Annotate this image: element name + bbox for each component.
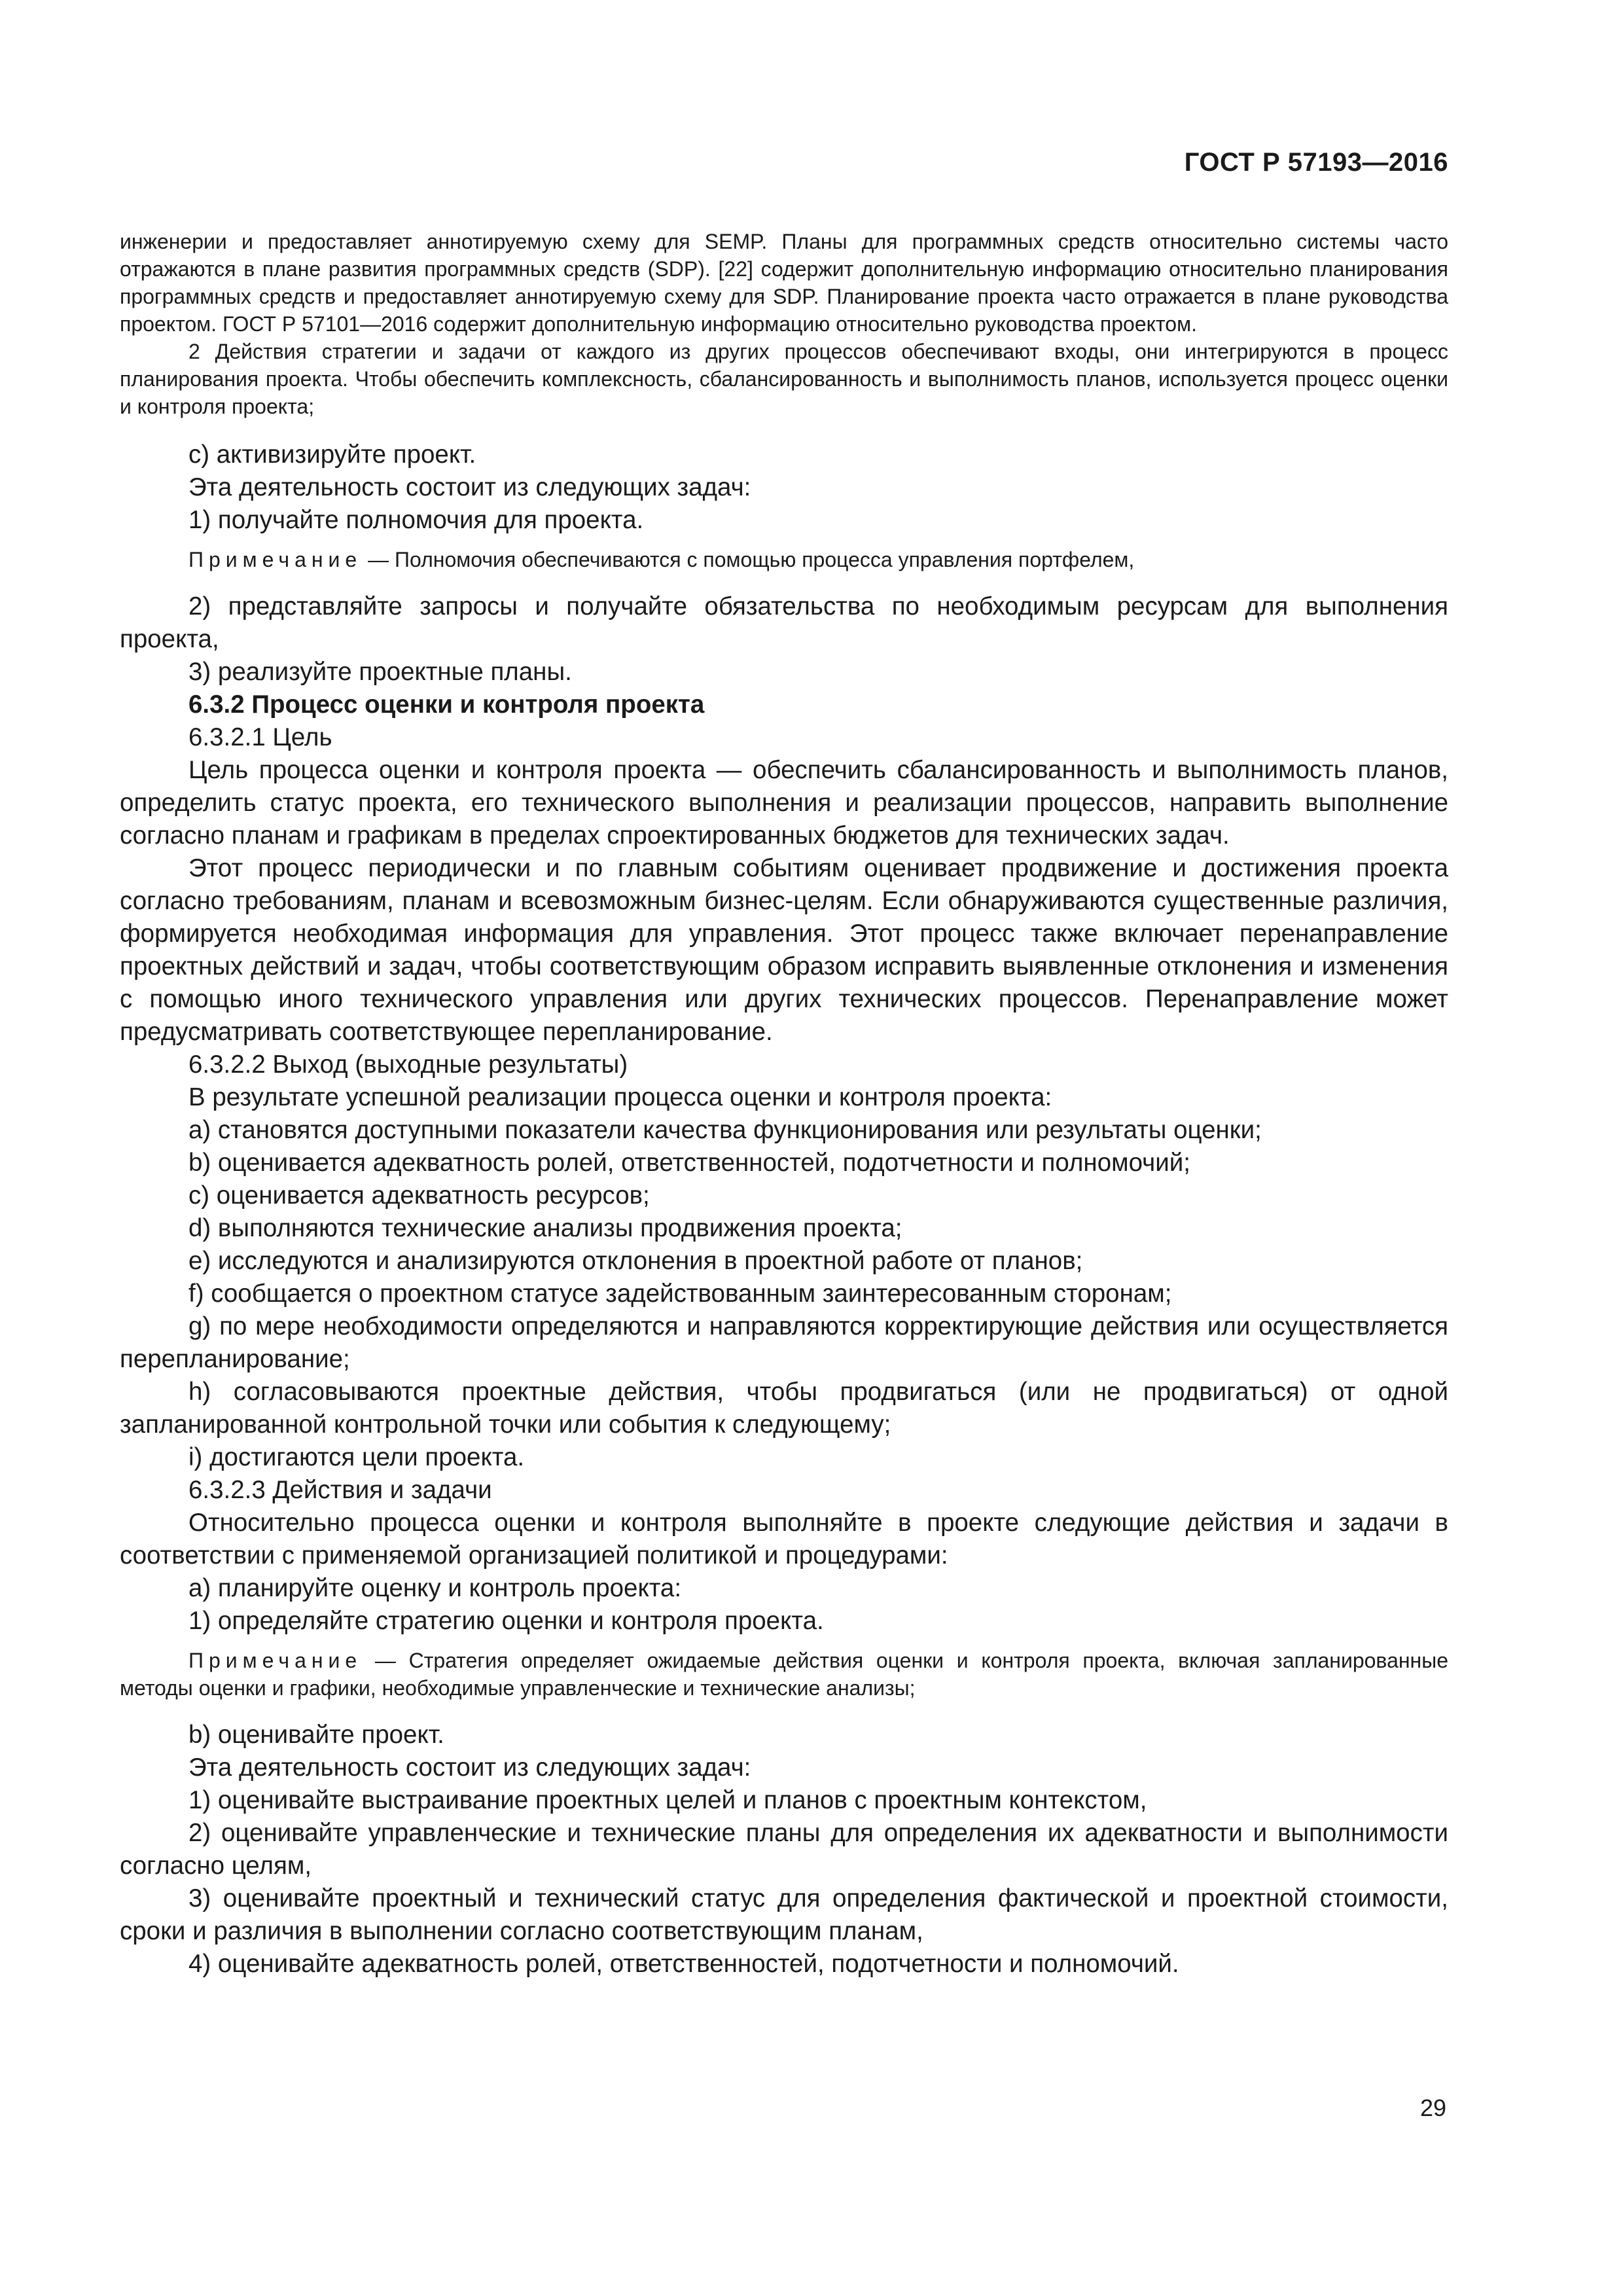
subsection-goal-heading: 6.3.2.1 Цель — [188, 723, 332, 751]
list-item: a) становятся доступными показатели качества функционирования или результаты оценки; — [188, 1116, 1262, 1144]
outputs-list — [120, 1114, 1448, 1474]
note-strategy — [120, 1647, 1448, 1702]
intro-note-paragraph: 2 Действия стратегии и задачи от каждого из других процессов обеспечивают входы, они интегрируются в процесс планирования проекта. Чтобы обеспечить комплексность, сбалансированность и выполнимость планов, используется процесс оценки и контроля проекта; — [120, 340, 1448, 418]
section-heading: 6.3.2 Процесс оценки и контроля проекта — [188, 691, 705, 719]
list-item: i) достигаются цели проекта. — [188, 1443, 525, 1471]
list-item: d) выполняются технические анализы продвижения проекта; — [188, 1214, 902, 1242]
document-body — [120, 228, 1448, 1981]
list-item: g) по мере необходимости определяются и направляются корректирующие действия или осуществляется перепланирование; — [120, 1312, 1448, 1373]
list-item: c) оценивается адекватность ресурсов; — [188, 1181, 650, 1210]
note-authority — [120, 546, 1448, 573]
list-item: 3) оценивайте проектный и технический статус для определения фактической и проектной стоимости, сроки и различия в выполнении согласно соответствующим планам, — [120, 1884, 1448, 1945]
list-item: 2) оценивайте управленческие и технические планы для определения их адекватности и выполнимости согласно целям, — [120, 1819, 1448, 1880]
list-item: 4) оценивайте адекватность ролей, ответственностей, подотчетности и полномочий. — [188, 1950, 1179, 1978]
list-item: h) согласовываются проектные действия, чтобы продвигаться (или не продвигаться) от одной запланированной контрольной точки или события к следующему; — [120, 1378, 1448, 1439]
note-text: — Стратегия определяет ожидаемые действия оценки и контроля проекта, включая запланированные методы оценки и графики, необходимые управленческие и технические анализы; — [120, 1649, 1448, 1700]
note-label: Примечание — [188, 548, 363, 571]
list-item: f) сообщается о проектном статусе задействованным заинтересованным сторонам; — [188, 1280, 1172, 1308]
subsection-output-heading: 6.3.2.2 Выход (выходные результаты) — [188, 1050, 628, 1079]
note-label: Примечание — [188, 1649, 363, 1672]
tasks-intro: Эта деятельность состоит из следующих задач: — [188, 473, 751, 501]
subsection-actions-heading: 6.3.2.3 Действия и задачи — [188, 1476, 492, 1504]
goal-paragraph-1: Цель процесса оценки и контроля проекта — обеспечить сбалансированность и выполнимость планов, определить статус проекта, его технического выполнения и реализации процессов, направить выполнение согласно планам и графикам в пределах спроектированных бюджетов для технических задач. — [120, 756, 1448, 850]
plan-task-1: 1) определяйте стратегию оценки и контроля проекта. — [188, 1607, 824, 1635]
list-item: 1) оценивайте выстраивание проектных целей и планов с проектным контекстом, — [188, 1786, 1147, 1814]
output-intro: В результате успешной реализации процесса оценки и контроля проекта: — [188, 1083, 1052, 1111]
page-number: 29 — [1419, 2094, 1446, 2121]
assess-tasks-list — [120, 1784, 1448, 1981]
list-item-a: a) планируйте оценку и контроль проекта: — [188, 1574, 682, 1602]
goal-paragraph-2: Этот процесс периодически и по главным событиям оценивает продвижение и достижения проекта согласно требованиям, планам и всевозможным бизнес-целям. Если обнаруживаются существенные различия, формируется необходимая информация для управления. Этот процесс также включает перенаправление проектных действий и задач, чтобы соответствующим образом исправить выявленные отклонения и изменения с помощью иного технического управления или других технических процессов. Перенаправление может предусматривать соответствующее перепланирование. — [120, 854, 1448, 1046]
task-item-1: 1) получайте полномочия для проекта. — [188, 506, 644, 534]
task-item-3: 3) реализуйте проектные планы. — [188, 658, 572, 686]
list-item: e) исследуются и анализируются отклонения в проектной работе от планов; — [188, 1247, 1083, 1275]
intro-paragraph: инженерии и предоставляет аннотируемую схему для SEMP. Планы для программных средств относительно системы часто отражаются в плане развития программных средств (SDP). [22] содержит дополнительную информацию относительно планирования программных средств и предоставляет аннотируемую схему для SDP. Планирование проекта часто отражается в плане руководства проектом. ГОСТ Р 57101—2016 содержит дополнительную информацию относительно руководства проектом. — [120, 230, 1448, 336]
assess-intro: Эта деятельность состоит из следующих задач: — [188, 1753, 751, 1782]
document-code-header: ГОСТ Р 57193—2016 — [1184, 148, 1448, 177]
note-text: — Полномочия обеспечиваются с помощью процесса управления портфелем, — [362, 548, 1135, 571]
list-item-c: c) активизируйте проект. — [188, 440, 476, 469]
list-item: b) оценивается адекватность ролей, ответственностей, подотчетности и полномочий; — [188, 1149, 1190, 1177]
task-item-2: 2) представляйте запросы и получайте обязательства по необходимым ресурсам для выполнения проекта, — [120, 592, 1448, 653]
actions-intro: Относительно процесса оценки и контроля выполняйте в проекте следующие действия и задачи в соответствии с применяемой организацией политикой и процедурами: — [120, 1509, 1448, 1570]
list-item-b: b) оценивайте проект. — [188, 1721, 444, 1749]
